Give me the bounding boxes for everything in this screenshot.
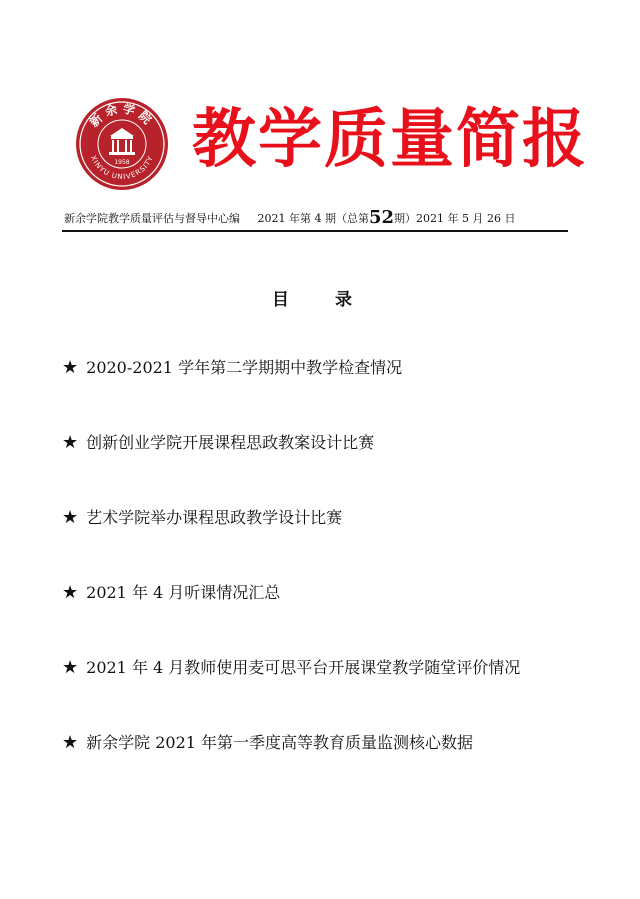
seal-year-text: 1958 (114, 159, 130, 166)
issue-suffix: 期）2021 年 5 月 26 日 (394, 212, 516, 225)
issue-prefix: 2021 年第 4 期（总第 (257, 212, 369, 225)
star-icon: ★ (62, 357, 79, 378)
university-seal-icon (74, 96, 170, 192)
toc-list (62, 356, 602, 806)
toc-item-text: 2020-2021 学年第二学期期中教学检查情况 (86, 358, 403, 377)
toc-item-text: 2021 年 4 月听课情况汇总 (86, 583, 281, 602)
toc-item (62, 731, 602, 806)
editor-label: 新余学院教学质量评估与督导中心编 (64, 212, 240, 225)
star-icon: ★ (62, 432, 79, 453)
toc-item (62, 506, 602, 581)
toc-item-text: 创新创业学院开展课程思政教案设计比赛 (86, 433, 375, 452)
star-icon: ★ (62, 732, 79, 753)
toc-item-text: 新余学院 2021 年第一季度高等教育质量监测核心数据 (86, 733, 474, 752)
report-title: 教学质量简报 (192, 103, 588, 177)
publication-info (64, 208, 568, 229)
toc-item (62, 356, 602, 431)
toc-item (62, 656, 602, 731)
seal-top-text: 新余学院 (86, 101, 158, 130)
toc-item-text: 艺术学院举办课程思政教学设计比赛 (86, 508, 343, 527)
toc-title: 目录 (272, 290, 398, 310)
star-icon: ★ (62, 657, 79, 678)
toc-item (62, 581, 602, 656)
header-divider (62, 230, 568, 232)
issue-total-number: 52 (368, 208, 395, 228)
toc-item (62, 431, 602, 506)
star-icon: ★ (62, 582, 79, 603)
star-icon: ★ (62, 507, 79, 528)
seal-bottom-text: XINYU UNIVERSITY (88, 154, 156, 182)
toc-item-text: 2021 年 4 月教师使用麦可思平台开展课堂教学随堂评价情况 (86, 658, 521, 677)
